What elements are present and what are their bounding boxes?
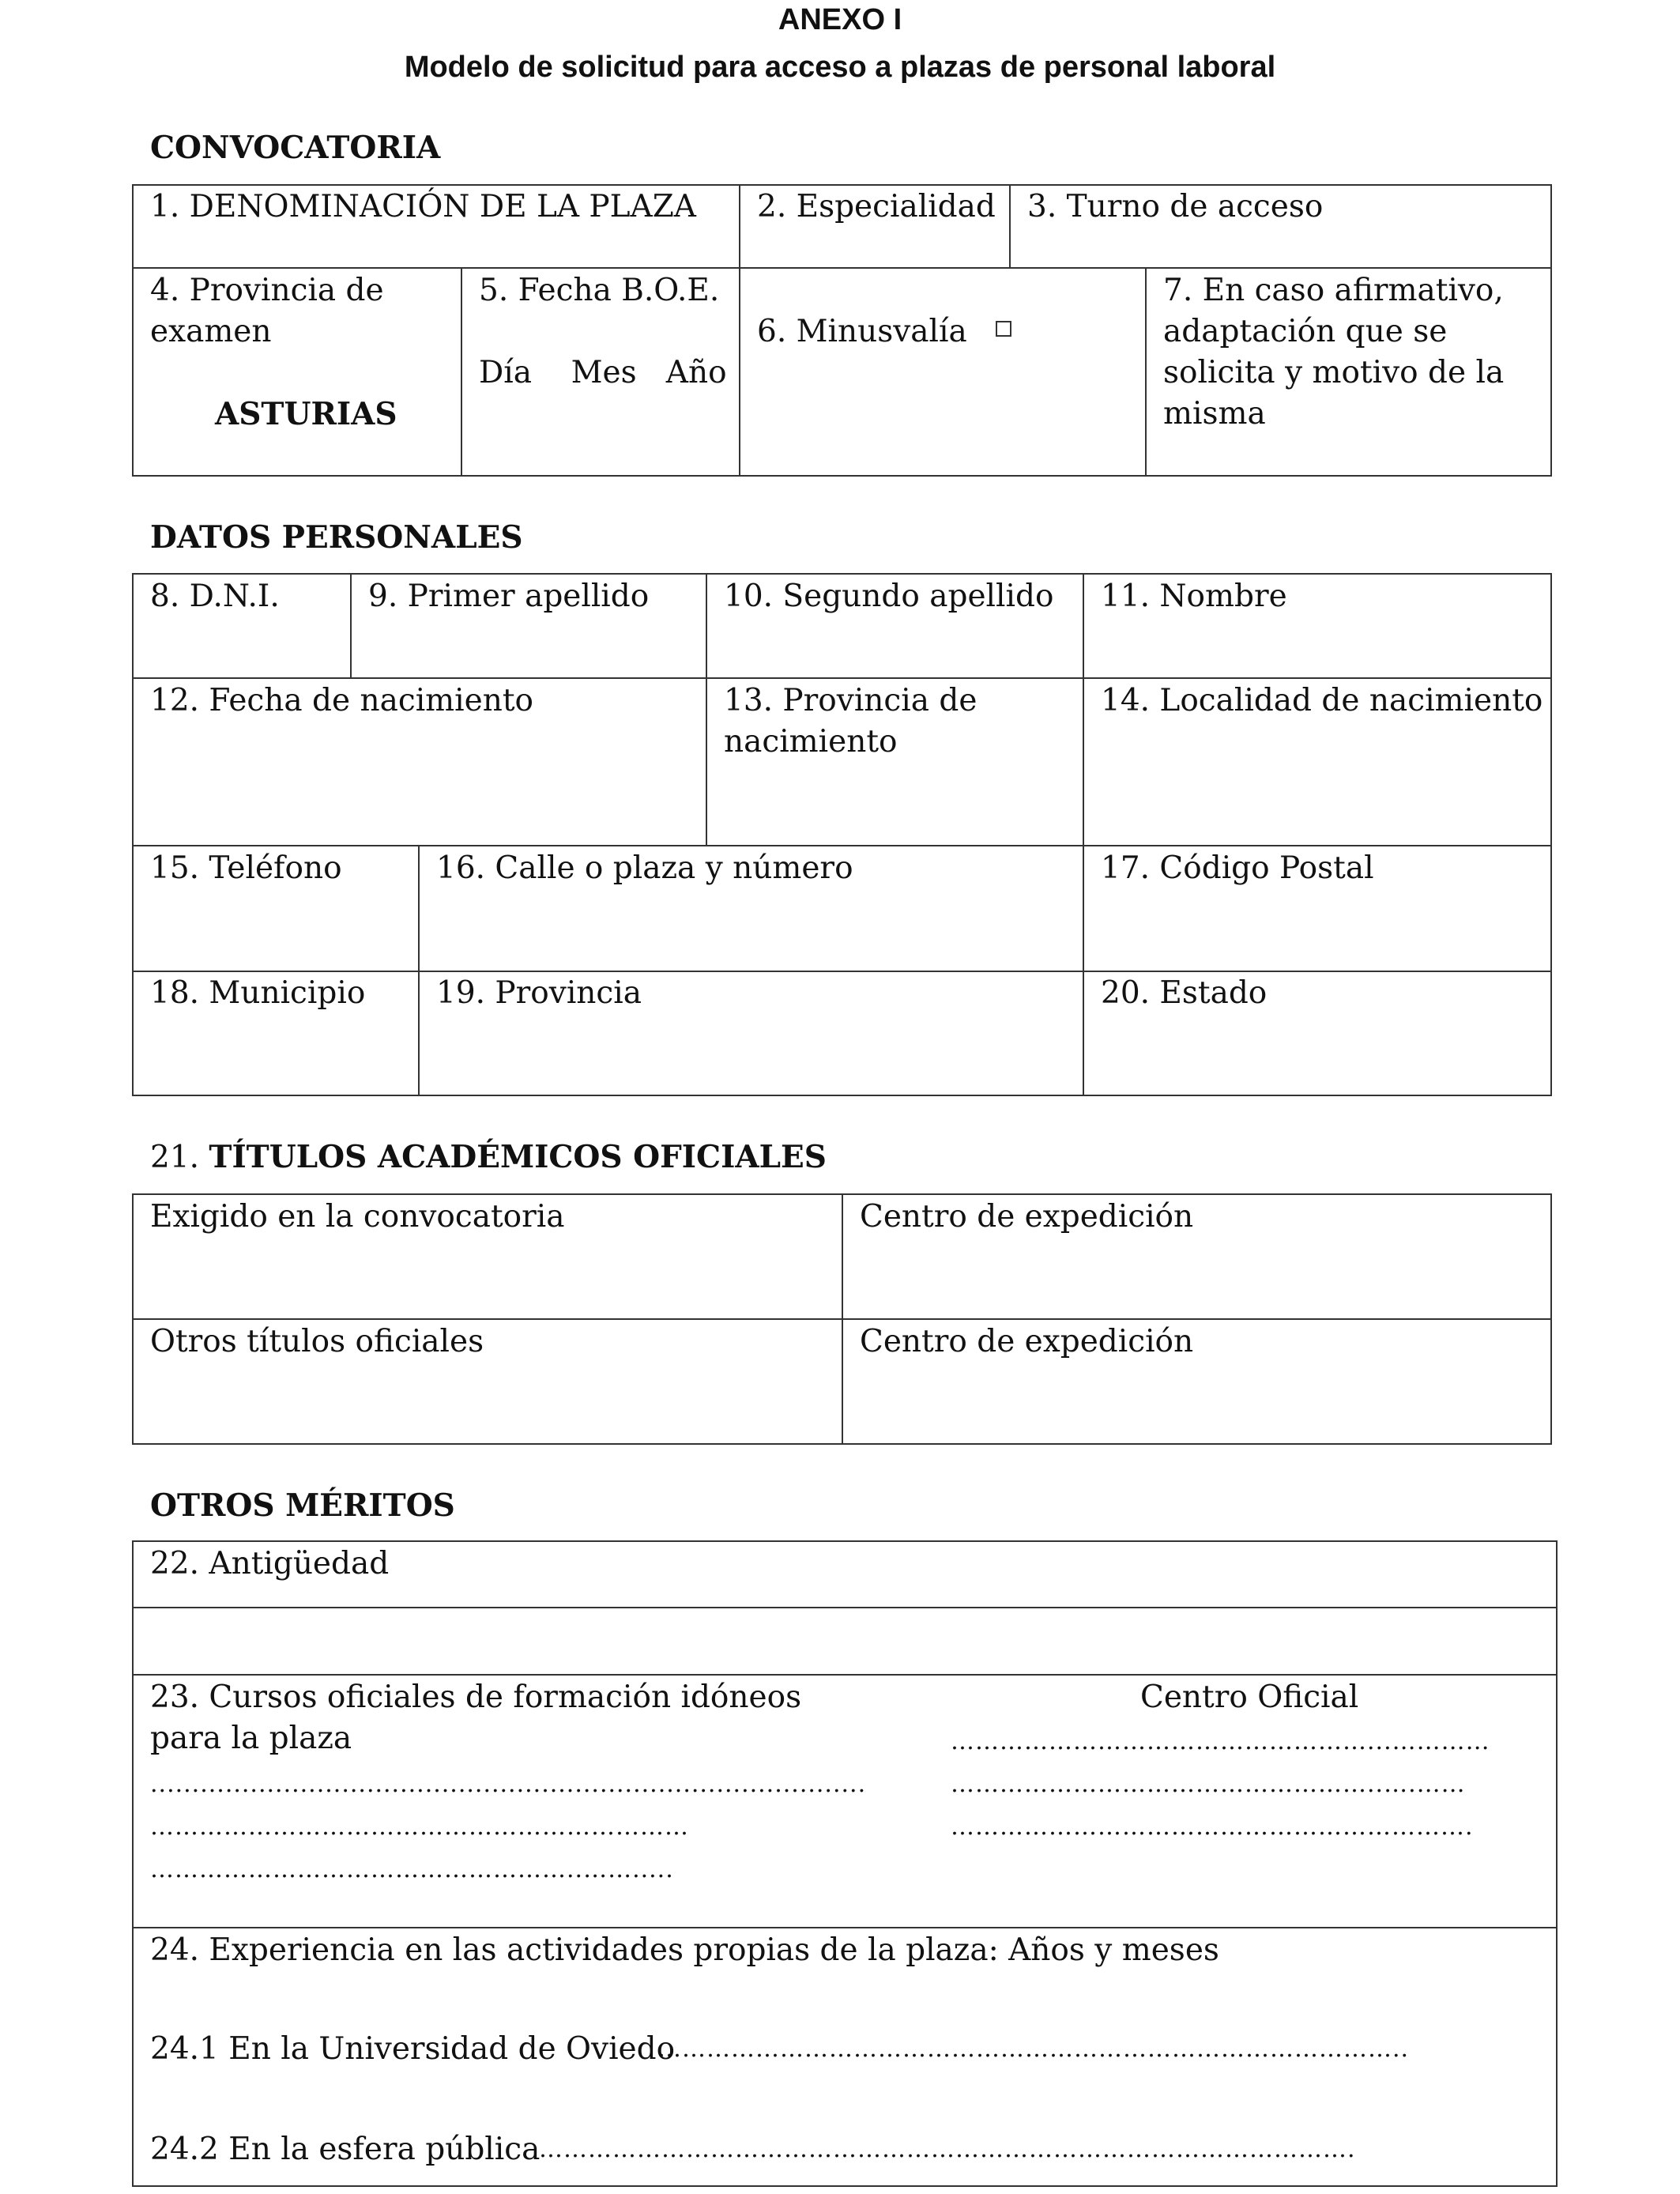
convocatoria-heading: CONVOCATORIA (150, 130, 441, 166)
minusvalia-field (757, 270, 1011, 352)
datos-personales-table (132, 573, 1552, 1096)
otros-titulos-field[interactable]: Otros títulos oficiales (150, 1324, 484, 1359)
curso-line-2[interactable]: ………………………………………………………… (150, 1813, 689, 1841)
denominacion-plaza-field[interactable]: 1. DENOMINACIÓN DE LA PLAZA (150, 189, 696, 224)
calle-field[interactable]: 16. Calle o plaza y número (436, 850, 853, 886)
centro-line-2[interactable]: ……………………………………………..….…… (951, 1770, 1466, 1798)
centro-expedicion-1-field[interactable]: Centro de expedición (860, 1199, 1194, 1235)
cursos-label: 23. Cursos oficiales de formación idóneos para la plaza (150, 1679, 802, 1756)
curso-line-3[interactable]: ……………………………………………..……..... (150, 1856, 674, 1883)
titulos-heading-text: TÍTULOS ACADÉMICOS OFICIALES (209, 1139, 827, 1175)
segundo-apellido-field[interactable]: 10. Segundo apellido (724, 579, 1054, 614)
annex-title: ANEXO I (778, 3, 902, 36)
nombre-field[interactable]: 11. Nombre (1101, 579, 1287, 614)
primer-apellido-field[interactable]: 9. Primer apellido (368, 579, 650, 614)
titulos-heading-number: 21. (150, 1140, 209, 1175)
provincia-examen-label: 4. Provincia de examen (150, 273, 384, 349)
otros-meritos-heading: OTROS MÉRITOS (150, 1487, 455, 1524)
esfera-publica-line[interactable]: ………………………………………………………………………………………. (539, 2136, 1356, 2163)
codigo-postal-field[interactable]: 17. Código Postal (1101, 850, 1374, 886)
titulo-exigido-field[interactable]: Exigido en la convocatoria (150, 1199, 565, 1235)
esfera-publica-label: 24.2 En la esfera pública (150, 2132, 541, 2167)
provincia-nacimiento-field[interactable]: 13. Provincia de nacimiento (724, 683, 977, 760)
centro-line-1[interactable]: ……………………………………………...………… (951, 1728, 1490, 1755)
provincia-examen-value: ASTURIAS (215, 396, 397, 432)
universidad-label: 24.1 En la Universidad de Oviedo (150, 2031, 676, 2067)
centro-expedicion-2-field[interactable]: Centro de expedición (860, 1324, 1194, 1359)
fecha-boe-parts[interactable]: Día Mes Año (479, 355, 727, 390)
centro-oficial-label: Centro Oficial (1140, 1679, 1359, 1715)
universidad-line[interactable]: ……………………………………………………………………………….. (657, 2035, 1410, 2063)
antiguedad-input-row[interactable] (134, 1609, 1555, 1672)
antiguedad-label: 22. Antigüedad (150, 1546, 390, 1581)
experiencia-label: 24. Experiencia en las actividades propias de la plaza: Años y meses (150, 1932, 1219, 1968)
datos-personales-heading: DATOS PERSONALES (150, 519, 523, 556)
telefono-field[interactable]: 15. Teléfono (150, 850, 342, 886)
curso-line-1[interactable]: ...................................................................................... (150, 1770, 867, 1798)
turno-acceso-field[interactable]: 3. Turno de acceso (1027, 189, 1324, 224)
especialidad-field[interactable]: 2. Especialidad (757, 189, 996, 224)
municipio-field[interactable]: 18. Municipio (150, 975, 366, 1011)
dni-field[interactable]: 8. D.N.I. (150, 579, 280, 614)
provincia-field[interactable]: 19. Provincia (436, 975, 642, 1011)
titulos-heading (150, 1139, 827, 1175)
fecha-nacimiento-field[interactable]: 12. Fecha de nacimiento (150, 683, 533, 718)
fecha-boe-label: 5. Fecha B.O.E. (479, 273, 720, 308)
centro-line-3[interactable]: ………………………………………………………. (951, 1813, 1474, 1841)
estado-field[interactable]: 20. Estado (1101, 975, 1268, 1011)
minusvalia-checkbox[interactable] (996, 321, 1011, 337)
localidad-nacimiento-field[interactable]: 14. Localidad de nacimiento (1101, 683, 1543, 718)
form-subtitle: Modelo de solicitud para acceso a plazas de personal laboral (404, 51, 1276, 84)
adaptacion-label: 7. En caso afirmativo, adaptación que se solicita y motivo de la misma (1163, 273, 1505, 432)
minusvalia-label: 6. Minusvalía (757, 314, 967, 349)
